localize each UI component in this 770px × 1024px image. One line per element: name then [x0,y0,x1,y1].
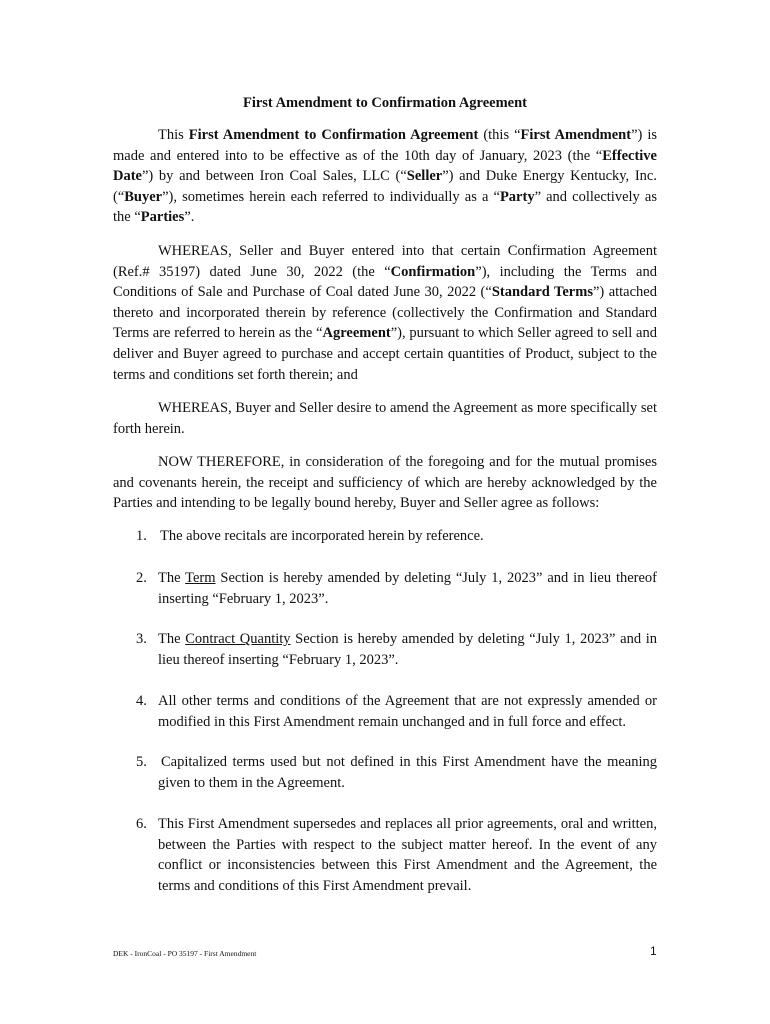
contract-quantity-section-reference: Contract Quantity [185,631,291,647]
list-item-text: Capitalized terms used but not defined in this First Amendment have the meaning given to them in the Agreement. [158,754,657,791]
list-item [113,691,657,732]
list-item [113,526,657,547]
list-item [113,568,657,609]
page-number: 1 [650,944,657,958]
list-item [113,629,657,670]
list-item-number: 2. [136,570,147,586]
document-title: First Amendment to Confirmation Agreement [242,95,528,111]
whereas-paragraph-2: WHEREAS, Buyer and Seller desire to amend the Agreement as more specifically set forth herein. [113,400,657,437]
list-item-text: This First Amendment supersedes and replaces all prior agreements, oral and written, between the Parties with respect to the subject matter hereof. In the event of any conflict or inconsistencies between this First Amendment and the Agreement, the terms and conditions of this First Amendment prevail. [158,816,657,894]
list-item-text: The Term Section is hereby amended by deleting “July 1, 2023” and in lieu thereof inserting “February 1, 2023”. [158,570,657,607]
list-item [113,814,657,896]
list-item-number: 6. [136,816,147,832]
list-item-number: 5. [136,754,147,770]
intro-paragraph: This First Amendment to Confirmation Agreement (this “First Amendment”) is made and entered into to be effective as of the 10th day of January, 2023 (the “Effective Date”) by and between Iron Coal Sales, LLC (“Seller”) and Duke Energy Kentucky, Inc. (“Buyer”), sometimes herein each referred to individually as a “Party” and collectively as the “Parties”. [113,127,657,226]
list-item-text: All other terms and conditions of the Agreement that are not expressly amended or modified in this First Amendment remain unchanged and in full force and effect. [158,693,657,730]
now-therefore-paragraph: NOW THEREFORE, in consideration of the foregoing and for the mutual promises and covenants herein, the receipt and sufficiency of which are hereby acknowledged by the Parties and intending to be legally bound hereby, Buyer and Seller agree as follows: [113,454,657,512]
list-item-number: 3. [136,631,147,647]
footer-document-reference: DEK - IronCoal - PO 35197 - First Amendment [113,949,257,958]
list-item-number: 1. [136,528,147,544]
term-section-reference: Term [185,570,216,586]
whereas-paragraph-1: WHEREAS, Seller and Buyer entered into that certain Confirmation Agreement (Ref.# 35197) dated June 30, 2022 (the “Confirmation”), including the Terms and Conditions of Sale and Purchase of Coal dated June 30, 2022 (“Standard Terms”) attached thereto and incorporated therein by reference (collectively the Confirmation and Standard Terms are referred to herein as the “Agreement”), pursuant to which Seller agreed to sell and deliver and Buyer agreed to purchase and accept certain quantities of Product, subject to the terms and conditions set forth therein; and [113,243,657,383]
list-item-number: 4. [136,693,147,709]
list-item-text: The above recitals are incorporated herein by reference. [160,528,484,544]
list-item [113,752,657,793]
list-item-text: The Contract Quantity Section is hereby amended by deleting “July 1, 2023” and in lieu thereof inserting “February 1, 2023”. [158,631,658,668]
